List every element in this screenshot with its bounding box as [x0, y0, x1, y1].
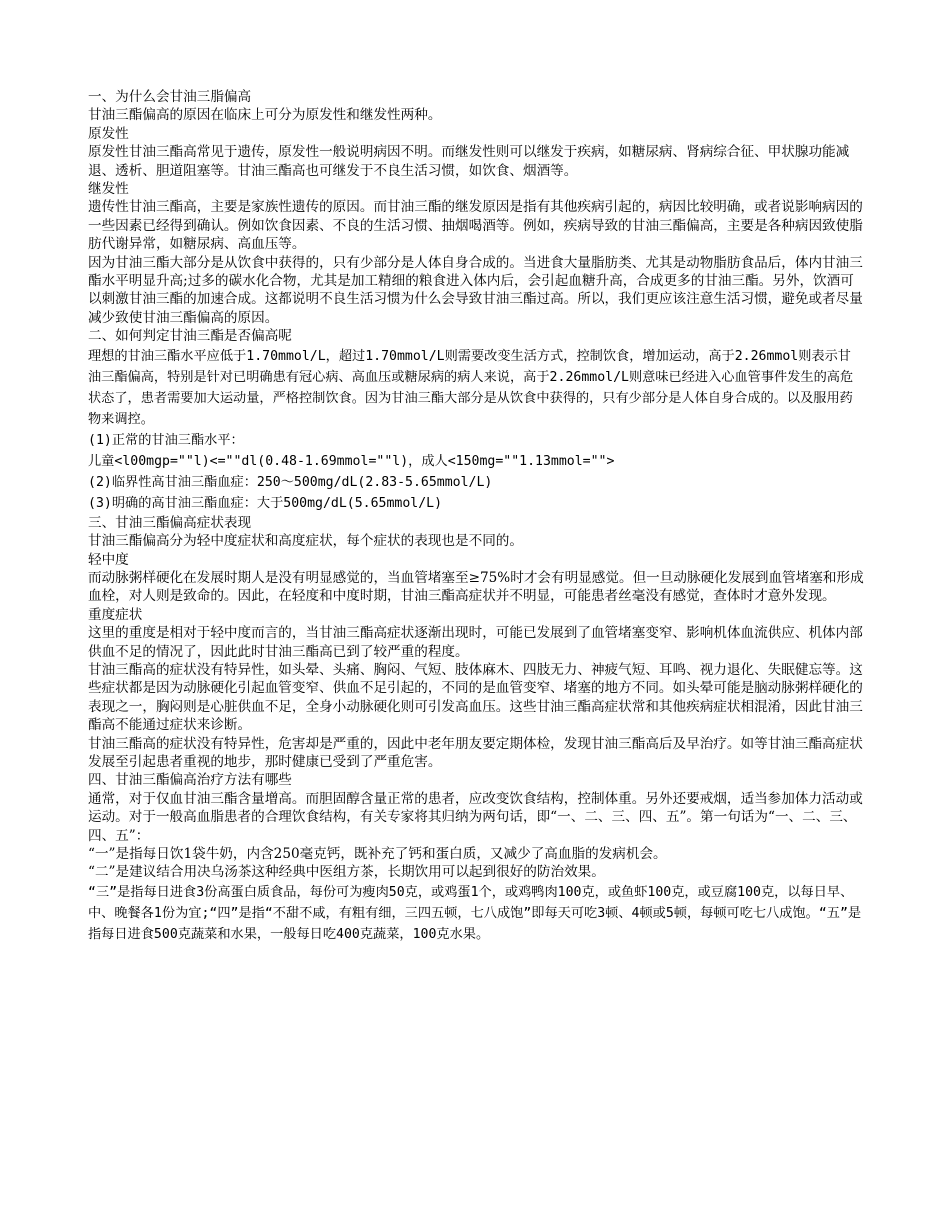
subheading-mild: 轻中度 — [88, 551, 129, 568]
paragraph: 遗传性甘油三酯高，主要是家族性遗传的原因。而甘油三酯的继发原因是指有其他疾病引起的，病因比较明确，或者说影响病因的一些因素已经得到确认。例如饮食因素、不良的生活习惯、抽烟喝酒等。例如，疾病导致的甘油三酯偏高，主要是各种病因致使脂肪代谢异常，如糖尿病、高血压等。 — [88, 199, 863, 253]
paragraph: 甘油三酯高的症状没有特异性，如头晕、头痛、胸闷、气短、肢体麻木、四肢无力、神疲气短、耳鸣、视力退化、失眠健忘等。这些症状都是因为动脉硬化引起血管变窄、供血不足引起的，不同的是血管变窄、堵塞的地方不同。如头晕可能是脑动脉粥样硬化的表现之一，胸闷则是心脏供血不足，全身小动脉硬化则可引发高血压。这些甘油三酯高症状常和其他疾病症状相混淆，因此甘油三酯高不能通过症状来诊断。 — [88, 661, 863, 734]
heading-section-1: 一、为什么会甘油三脂偏高 — [88, 89, 252, 105]
document-body — [88, 88, 864, 945]
list-item: “二”是建议结合用决乌汤茶这种经典中医组方茶，长期饮用可以起到很好的防治效果。 — [88, 864, 605, 881]
list-item: (3)明确的高甘油三酯血症：大于500mg/dL(5.65mmol/L) — [88, 495, 443, 511]
paragraph: 理想的甘油三酯水平应低于1.70mmol/L，超过1.70mmol/L则需要改变生活方式，控制饮食，增加运动，高于2.26mmol则表示甘油三酯偏高，特别是针对已明确患有冠心病、高血压或糖尿病的病人来说，高于2.26mmol/L则意味已经进入心血管事件发生的高危状态了，患者需要加大运动量，严格控制饮食。因为甘油三酯大部分是从饮食中获得的，只有少部分是人体自身合成的。以及服用药物来调控。 — [88, 348, 854, 427]
heading-section-4: 四、甘油三酯偏高治疗方法有哪些 — [88, 772, 292, 789]
list-item: “三”是指每日进食3份高蛋白质食品，每份可为瘦肉50克，或鸡蛋1个，或鸡鸭肉100克，或鱼虾100克，或豆腐100克，以每日早、中、晚餐各1份为宜;“四”是指“不甜不咸，有粗有细，三四五顿，七八成饱”即每天可吃3顿、4顿或5顿，每顿可吃七八成饱。“五”是指每日进食500克蔬菜和水果，一般每日吃400克蔬菜，100克水果。 — [88, 884, 862, 942]
heading-section-3: 三、甘油三酯偏高症状表现 — [88, 514, 252, 531]
paragraph: 甘油三酯偏高分为轻中度症状和高度症状，每个症状的表现也是不同的。 — [88, 533, 523, 550]
paragraph: 甘油三酯高的症状没有特异性，危害却是严重的，因此中老年朋友要定期体检，发现甘油三酯高后及早治疗。如等甘油三酯高症状发展至引起患者重视的地步，那时健康已受到了严重危害。 — [88, 735, 863, 770]
list-item: (1)正常的甘油三酯水平： — [88, 432, 244, 448]
paragraph: 因为甘油三酯大部分是从饮食中获得的，只有少部分是人体自身合成的。当进食大量脂肪类、尤其是动物脂肪食品后，体内甘油三酯水平明显升高;过多的碳水化合物，尤其是加工精细的粮食进入体内后，会引起血糖升高，合成更多的甘油三酯。另外，饮酒可以刺激甘油三酯的加速合成。这都说明不良生活习惯为什么会导致甘油三酯过高。所以，我们更应该注意生活习惯，避免或者尽量减少致使甘油三酯偏高的原因。 — [88, 254, 863, 326]
paragraph: 原发性甘油三酯高常见于遗传，原发性一般说明病因不明。而继发性则可以继发于疾病，如糖尿病、肾病综合征、甲状腺功能减退、透析、胆道阻塞等。甘油三酯高也可继发于不良生活习惯，如饮食、烟酒等。 — [88, 144, 850, 179]
list-item: “一”是指每日饮1袋牛奶，内含250毫克钙，既补充了钙和蛋白质，又减少了高血脂的发病机会。 — [88, 846, 667, 862]
subheading-secondary: 继发性 — [88, 181, 129, 198]
paragraph: 甘油三酯偏高的原因在临床上可分为原发性和继发性两种。 — [88, 107, 442, 124]
heading-section-2: 二、如何判定甘油三酯是否偏高呢 — [88, 328, 292, 345]
subheading-primary: 原发性 — [88, 125, 129, 142]
paragraph: 这里的重度是相对于轻中度而言的，当甘油三酯高症状逐渐出现时，可能已发展到了血管堵塞变窄、影响机体血流供应、机体内部供血不足的情况了，因此此时甘油三酯高已到了较严重的程度。 — [88, 625, 863, 660]
paragraph: 通常，对于仅血甘油三酯含量增高。而胆固醇含量正常的患者，应改变饮食结构，控制体重。另外还要戒烟，适当参加体力活动或运动。对于一般高血脂患者的合理饮食结构，有关专家将其归纳为两句话，即“一、二、三、四、五”。第一句话为“一、二、三、四、五”： — [88, 790, 863, 844]
paragraph: 而动脉粥样硬化在发展时期人是没有明显感觉的，当血管堵塞至≥75%时才会有明显感觉。但一旦动脉硬化发展到血管堵塞和形成血栓，对人则是致命的。因此，在轻度和中度时期，甘油三酯高症状并不明显，可能患者丝毫没有感觉，查体时才意外发现。 — [88, 569, 864, 605]
list-item: (2)临界性高甘油三酯血症：250～500mg/dL(2.83-5.65mmol/L) — [88, 474, 493, 490]
subheading-severe: 重度症状 — [88, 606, 143, 623]
list-item: 儿童<l00mgp=""l)<=""dl(0.48-1.69mmol=""l)，成人<150mg=""1.13mmol=""> — [88, 453, 615, 469]
